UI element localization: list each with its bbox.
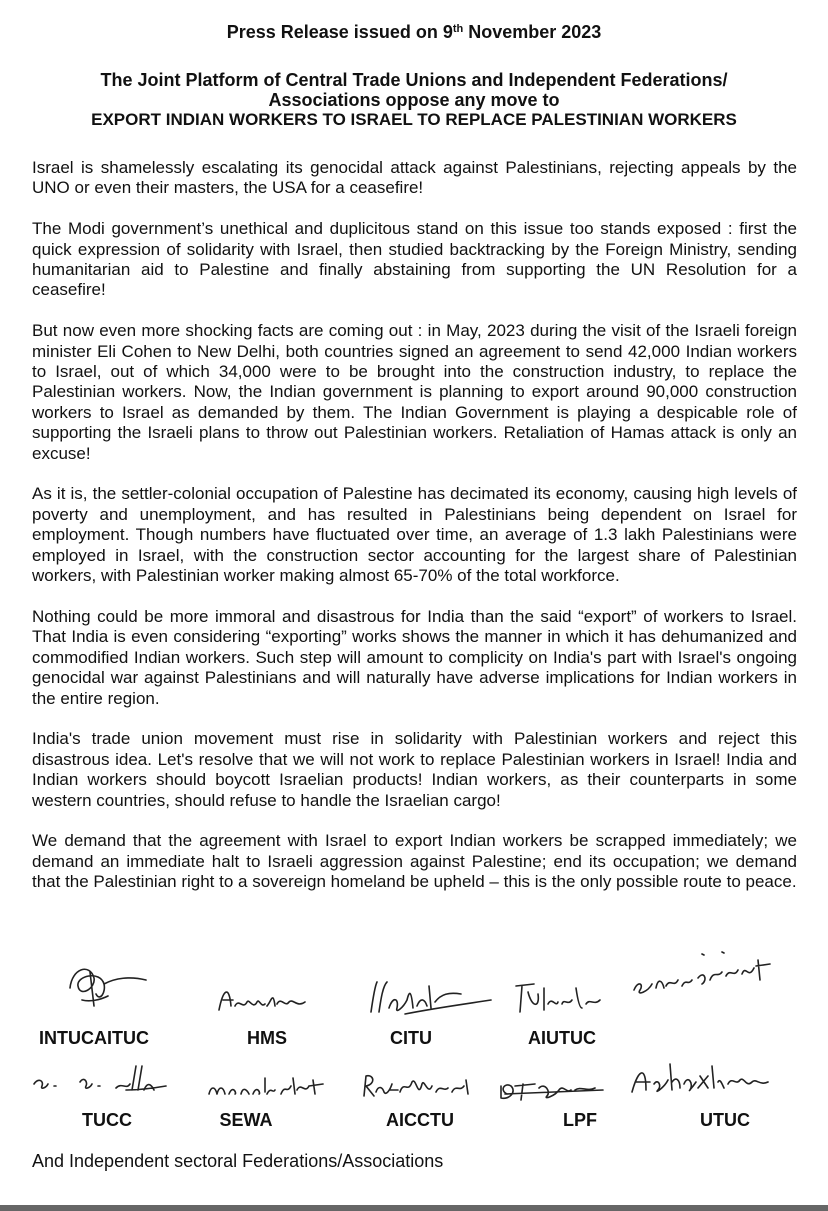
release-body bbox=[32, 158, 797, 913]
paragraph: But now even more shocking facts are coming out : in May, 2023 during the visit of the Israeli foreign minister Eli Cohen to New Delhi, both countries signed an agreement to send 42,000 Indian workers to Israel, out of which 34,000 were to be brought into the construction industry, to replace the Palestinian workers. Now, the Indian government is planning to export around 90,000 construction workers to Israel as demanded by them. The Indian Government is playing a despicable role of supporting the Israeli plans to throw out Palestinian workers. Retaliation of Hamas attack is only an excuse! bbox=[32, 321, 797, 463]
paragraph: As it is, the settler-colonial occupation of Palestine has decimated its economy, causing high levels of poverty and unemployment, and has resulted in Palestinians being dependent on Israel for employment. Though numbers have fluctuated over time, an average of 1.3 lakh Palestinians were employed in Israel, with the construction sector accounting for the largest share of Palestinian workers, with Palestinian worker making almost 65-70% of the total workforce. bbox=[32, 484, 797, 586]
footer-note: And Independent sectoral Federations/Associations bbox=[32, 1151, 444, 1171]
signature-citu bbox=[365, 978, 495, 1018]
paragraph: We demand that the agreement with Israel to export Indian workers be scrapped immediately; we demand an immediate halt to Israeli aggression against Palestine; end its occupation; we demand that the Palestinian right to a sovereign homeland be upheld – this is the only possible route to peace. bbox=[32, 831, 797, 892]
signature-tucc bbox=[30, 1060, 170, 1100]
signatory-hms: HMS bbox=[247, 1028, 287, 1048]
signatory-intucaituc: INTUCAITUC bbox=[39, 1028, 149, 1048]
signatory-citu: CITU bbox=[390, 1028, 432, 1048]
date-prefix: Press Release issued on 9 bbox=[226, 22, 453, 42]
signature-lpf bbox=[495, 1072, 615, 1107]
signatory-tucc: TUCC bbox=[82, 1110, 132, 1130]
signature-fifth bbox=[630, 950, 780, 1005]
bottom-divider bbox=[0, 1205, 828, 1211]
signature-block bbox=[0, 950, 828, 1140]
release-date-heading bbox=[0, 20, 828, 44]
signature-aicctu bbox=[360, 1070, 480, 1105]
date-suffix: November 2023 bbox=[463, 22, 602, 42]
signature-hms bbox=[215, 980, 310, 1020]
signatory-utuc: UTUC bbox=[700, 1110, 750, 1130]
signature-utuc bbox=[628, 1060, 778, 1100]
signatory-aicctu: AICCTU bbox=[386, 1110, 454, 1130]
signatory-lpf: LPF bbox=[563, 1110, 597, 1130]
headline-line-2: Associations oppose any move to bbox=[268, 90, 560, 110]
headline-line-3: EXPORT INDIAN WORKERS TO ISRAEL TO REPLACE PALESTINIAN WORKERS bbox=[91, 110, 737, 129]
signatory-aiutuc: AIUTUC bbox=[528, 1028, 596, 1048]
signature-sewa bbox=[205, 1072, 335, 1102]
signatory-sewa: SEWA bbox=[219, 1110, 273, 1130]
paragraph: Nothing could be more immoral and disastrous for India than the said “export” of workers to Israel. That India is even considering “exporting” works shows the manner in which it has dehumanized and commodified Indian workers. Such step will amount to complicity on India's part with Israel's ongoing genocidal war against Palestinians and will naturally have adverse implications for Indian workers in the entire region. bbox=[32, 606, 797, 708]
headline bbox=[30, 70, 798, 130]
paragraph: India's trade union movement must rise in solidarity with Palestinian workers and reject this disastrous idea. Let's resolve that we will not work to replace Palestinian workers in Israel! India and Indian workers should boycott Israelian products! Indian workers, as their counterparts in some western countries, should refuse to handle the Israelian cargo! bbox=[32, 729, 797, 810]
headline-line-1: The Joint Platform of Central Trade Unions and Independent Federations/ bbox=[100, 70, 728, 90]
paragraph: The Modi government’s unethical and duplicitous stand on this issue too stands exposed : first the quick expression of solidarity with Israel, then studied backtracking by the Foreign Ministry, sending humanitarian aid to Palestine and finally abstaining from supporting the UN Resolution for a ceasefire! bbox=[32, 219, 797, 300]
date-superscript: th bbox=[452, 23, 464, 35]
paragraph: Israel is shamelessly escalating its genocidal attack against Palestinians, rejecting appeals by the UNO or even their masters, the USA for a ceasefire! bbox=[32, 158, 797, 198]
signature-aiutuc bbox=[510, 978, 605, 1018]
signature-intucaituc bbox=[60, 958, 150, 1013]
